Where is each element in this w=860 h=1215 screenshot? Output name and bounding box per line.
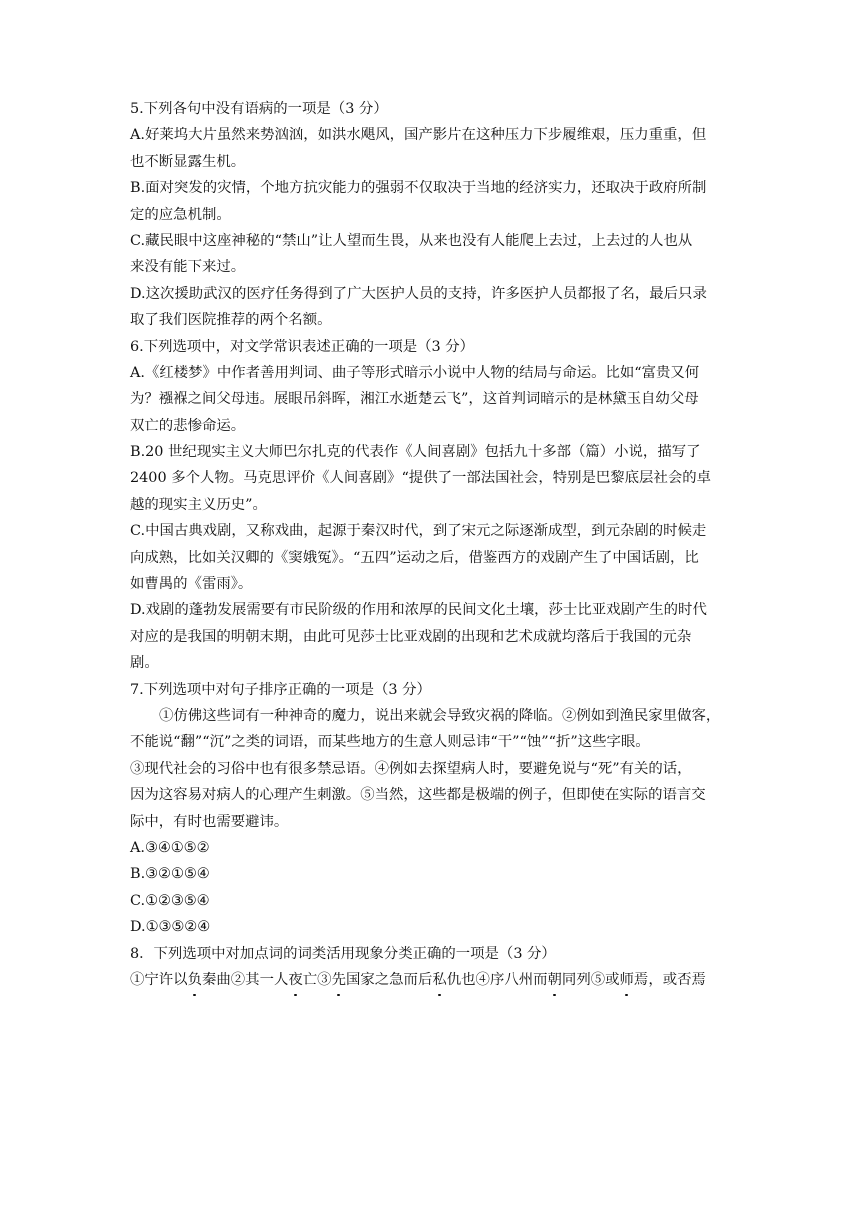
q7-passage-line: 不能说“翻”“沉”之类的词语，而某些地方的生意人则忌讳“干”“蚀”“折”这些字眼。 (130, 734, 650, 751)
q5-stem: 5.下列各句中没有语病的一项是（3 分） (130, 101, 388, 117)
q8-segment-text: 国家之急而后 (345, 971, 433, 988)
dotted-word: 私 (432, 967, 446, 993)
q8-segment-text: 秦曲 (201, 971, 231, 988)
q8-stem: 8．下列选项中对加点词的词类活用现象分类正确的一项是（3 分） (130, 945, 556, 962)
q7-passage-line: ①仿佛这些词有一种神奇的魔力，说出来就会导致灾祸的降临。②例如到渔民家里做客， (159, 707, 721, 724)
q6-option-b: B.20 世纪现实主义大师巴尔扎克的代表作《人间喜剧》包括九十多部（篇）小说，描写了 (130, 444, 701, 461)
q5-option-c-cont: 来没有能下来过。 (130, 259, 246, 276)
q7-option-a: A.③④①⑤② (130, 839, 210, 856)
q6-stem: 6.下列选项中，对文学常识表述正确的一项是（3 分） (130, 338, 475, 355)
q6-option-b-cont: 越的现实主义历史”。 (130, 496, 267, 513)
dotted-word: 朝 (548, 967, 562, 993)
q8-segment-text: 同列 (561, 971, 591, 988)
q7-stem: 7.下列选项中对句子排序正确的一项是（3 分） (130, 681, 431, 698)
q7-option-c: C.①②③⑤④ (130, 892, 210, 909)
q6-option-c: C.中国古典戏剧，又称戏曲，起源于秦汉时代，到了宋元之际逐渐成型，到元杂剧的时候走 (130, 523, 707, 540)
q7-passage-line: 际中，有时也需要避讳。 (130, 813, 289, 830)
q5-option-b: B.面对突发的灾情，个地方抗灾能力的强弱不仅取决于当地的经济实力，还取决于政府所制 (130, 180, 707, 197)
dotted-word: 负 (188, 967, 202, 993)
q7-option-b: B.③②①⑤④ (130, 866, 210, 883)
q7-option-d: D.①③⑤②④ (130, 919, 211, 936)
q5-option-b-cont: 定的应急机制。 (130, 206, 231, 223)
q5-option-a: A.好莱坞大片虽然来势汹汹，如洪水飓风，国产影片在这种压力下步履维艰，压力重重，但 (130, 127, 707, 144)
q5-option-c: C.藏民眼中这座神秘的“禁山”让人望而生畏，从来也没有人能爬上去过，上去过的人也从 (130, 232, 693, 249)
q7-passage-line: 因为这容易对病人的心理产生刺激。⑤当然，这些都是极端的例子，但即使在实际的语言交 (130, 787, 706, 804)
q8-segment-text: ②其一人 (230, 971, 289, 988)
q5-option-a-cont: 也不断显露生机。 (130, 153, 246, 170)
q5-option-d: D.这次援助武汉的医疗任务得到了广大医护人员的支持，许多医护人员都报了名，最后只录 (130, 285, 707, 302)
q6-option-d-cont: 对应的是我国的明朝末期，由此可见莎士比亚戏剧的出现和艺术成就均落后于我国的元杂 (130, 628, 692, 645)
q6-option-a: A.《红楼梦》中作者善用判词、曲子等形式暗示小说中人物的结局与命运。比如“富贵又何 (130, 364, 700, 381)
q6-option-a-cont: 为？襁褓之间父母违。展眼吊斜晖，湘江水逝楚云飞”，这首判词暗示的是林黛玉自幼父母 (130, 391, 699, 408)
q8-segment-text: ④序八州而 (475, 971, 548, 988)
q8-segment-text: 仇也 (446, 971, 476, 988)
q8-sentences (130, 967, 730, 993)
dotted-word: 先 (332, 967, 346, 993)
q8-segment-text: ①宁许以 (130, 971, 188, 988)
q6-option-c-cont: 如曹禺的《雷雨》。 (130, 576, 253, 593)
q8-segment-text: ③ (317, 971, 332, 988)
q6-option-b-cont: 2400 多个人物。马克思评价《人间喜剧》“提供了一部法国社会，特别是巴黎底层社会的卓 (130, 470, 712, 487)
q8-segment-text: ⑤或 (590, 971, 620, 988)
q7-passage-line: ③现代社会的习俗中也有很多禁忌语。④例如去探望病人时，要避免说与“死”有关的话， (130, 760, 692, 777)
q6-option-a-cont: 双亡的悲惨命运。 (130, 417, 246, 434)
q6-option-d-cont: 剧。 (130, 655, 159, 672)
q6-option-d: D.戏剧的蓬勃发展需要有市民阶级的作用和浓厚的民间文化土壤，莎士比亚戏剧产生的时代 (130, 602, 707, 619)
q6-option-c-cont: 向成熟，比如关汉卿的《窦娥冤》。“五四”运动之后，借鉴西方的戏剧产生了中国话剧，比 (130, 549, 699, 566)
q8-segment-text: 亡 (302, 971, 318, 988)
dotted-word: 师 (620, 967, 634, 993)
q5-option-d-cont: 取了我们医院推荐的两个名额。 (130, 312, 332, 329)
dotted-word: 夜 (288, 967, 302, 993)
exam-page (130, 96, 730, 993)
q8-segment-text: 焉，或否焉 (633, 971, 706, 988)
